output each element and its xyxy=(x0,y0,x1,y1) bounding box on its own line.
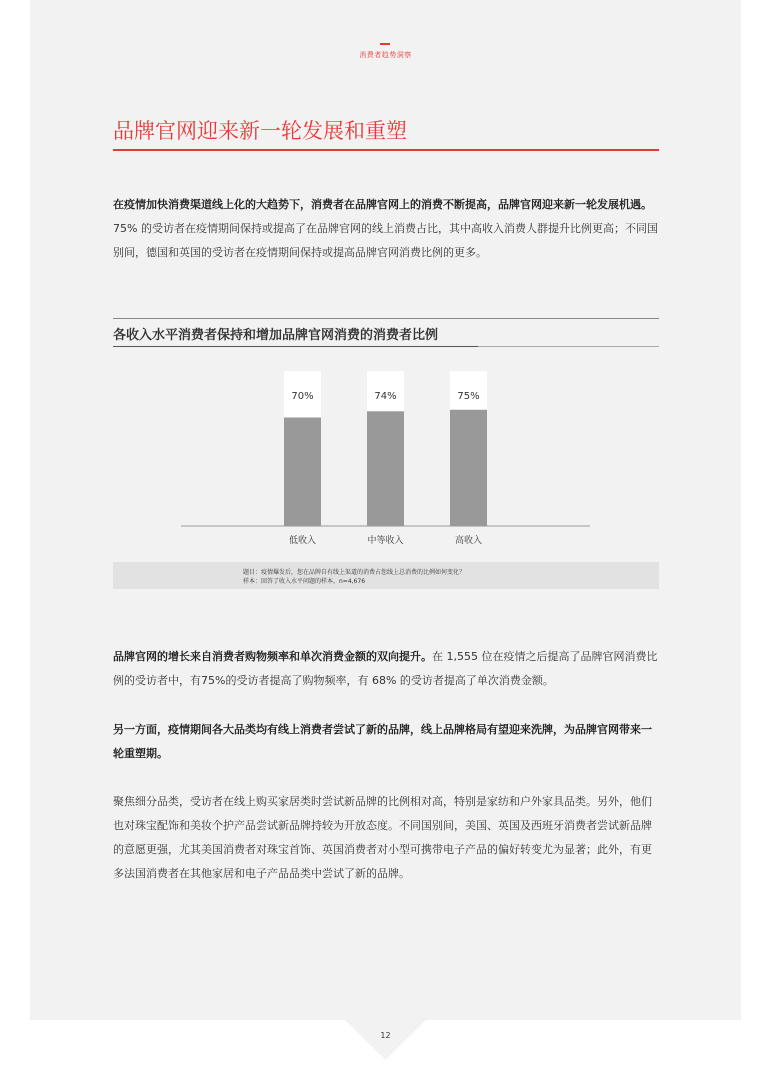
paragraph-2-rest: 在 1,555 位在疫情之后提高了品牌官网消费比例的受访者中，有75%的受访者提高了购物频率，有 68% 的受访者提高了单次消费金额。 xyxy=(113,650,658,687)
category-label: 高收入 xyxy=(454,536,483,546)
paragraph-1-rest: 75% 的受访者在疫情期间保持或提高了在品牌官网的线上消费占比，其中高收入消费人群提升比例更高；不同国别间，德国和英国的受访者在疫情期间保持或提高品牌官网消费比例的更多。 xyxy=(113,222,658,259)
paragraph-4-text: 聚焦细分品类，受访者在线上购买家居类时尝试新品牌的比例相对高，特别是家纺和户外家具品类。另外，他们也对珠宝配饰和美妆个护产品尝试新品牌持较为开放态度。不同国别间，美国、英国及西班牙消费者尝试新品牌的意愿更强，尤其美国消费者对珠宝首饰、英国消费者对小型可携带电子产品的偏好转变尤为显著；此外，有更多法国消费者在其他家居和电子产品品类中尝试了新的品牌。 xyxy=(113,795,652,880)
bar-value-label: 70% xyxy=(291,391,314,402)
bar-value-label: 74% xyxy=(374,391,397,402)
chart-title: 各收入水平消费者保持和增加品牌官网消费的消费者比例 xyxy=(113,328,439,343)
chart-note-sample: 样本：回答了收入水平问题的样本，n=4,676 xyxy=(243,578,366,585)
paragraph-2-lead: 品牌官网的增长来自消费者购物频率和单次消费金额的双向提升。 xyxy=(113,650,432,663)
paragraph-1-lead: 在疫情加快消费渠道线上化的大趋势下，消费者在品牌官网上的消费不断提高，品牌官网迎来新一轮发展机遇。 xyxy=(113,198,652,211)
category-label: 低收入 xyxy=(288,536,317,546)
bar-value-label: 75% xyxy=(457,391,480,402)
chart-note-question: 题目：疫情爆发后，您在品牌自有线上渠道的消费占您线上总消费的比例如何变化？ xyxy=(243,569,466,576)
header-label: 消费者趋势洞察 xyxy=(359,51,412,59)
category-label: 中等收入 xyxy=(367,536,404,546)
footer-tab-shape xyxy=(345,1020,426,1060)
page-number: 12 xyxy=(380,1031,391,1040)
paragraph-3-lead: 另一方面，疫情期间各大品类均有线上消费者尝试了新的品牌，线上品牌格局有望迎来洗牌，为品牌官网带来一轮重塑期。 xyxy=(113,723,652,760)
page-title: 品牌官网迎来新一轮发展和重塑 xyxy=(113,119,407,143)
